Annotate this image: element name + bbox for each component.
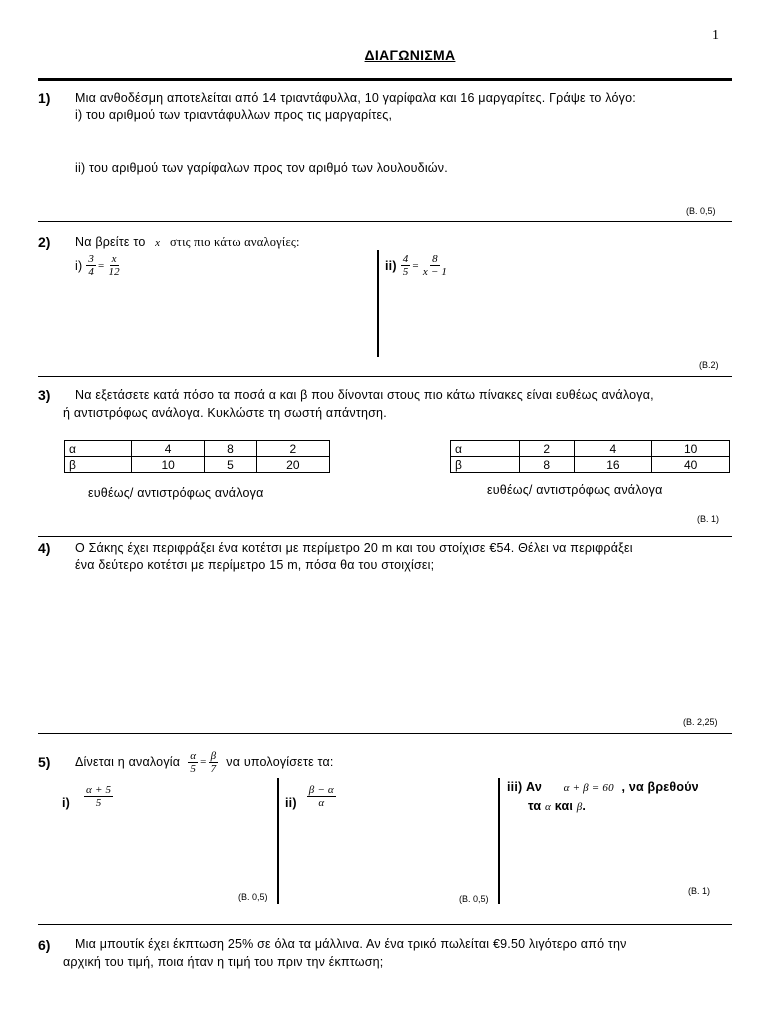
fraction [401,253,411,278]
marks-label: (Β. 2,25) [683,717,718,727]
proportion-i [75,253,122,278]
marks-label: (Β. 1) [697,514,720,524]
proportion-ii [385,253,449,278]
question-text [75,235,300,250]
question-text-after: να υπολογίσετε τα: [226,755,334,769]
column-divider [277,778,279,904]
subquestion-text-line2 [528,799,586,813]
marks-label: (Β. 0,5) [238,892,268,902]
table-cell: 5 [205,457,256,473]
denominator: 5 [95,796,102,809]
question-divider [38,924,732,925]
variable-alpha: α [545,801,551,813]
subquestion-text: , να βρεθούν [621,780,699,794]
equals-sign: = [412,259,419,272]
subquestion-label: iii) Αν [507,780,542,794]
fraction [106,253,121,278]
question-text-line2: ή αντιστρόφως ανάλογα. Κυκλώστε τη σωστή απάντηση. [63,406,387,420]
question-divider [38,376,732,377]
marks-label: (Β. 1) [688,886,711,896]
table-cell: 8 [205,441,256,457]
question-divider [38,221,732,222]
subquestion-i: i) του αριθμού των τριαντάφυλλων προς τις μαργαρίτες, [75,108,393,122]
subquestion-label: i) [62,796,71,810]
table-cell: 2 [256,441,329,457]
question-text: Να εξετάσετε κατά πόσο τα ποσά α και β που δίνονται στους πιο κάτω πίνακες είναι ευθέως ανάλογα, [75,388,654,402]
numerator: 3 [88,253,95,265]
table-row [451,457,730,473]
variable-x: x [155,237,161,249]
fraction [86,253,96,278]
question-number: 4) [38,540,51,556]
table-cell: 8 [520,457,575,473]
denominator: 7 [210,762,217,775]
text-and: και [554,799,573,813]
table-cell: 20 [256,457,329,473]
question-number: 6) [38,937,51,953]
data-table-2 [450,440,730,473]
question-number: 1) [38,90,51,106]
variable-beta: β [576,801,583,813]
numerator: β − α [308,783,334,796]
denominator: 12 [108,266,120,278]
text-period: . [582,799,587,813]
subquestion-label: i) [75,258,83,273]
table-cell: 10 [652,441,730,457]
subquestion-label: ii) [285,796,297,810]
denominator: x − 1 [422,266,448,278]
column-divider [377,250,379,357]
table-cell: 10 [132,457,205,473]
denominator: α [318,796,325,809]
question-text: Ο Σάκης έχει περιφράξει ένα κοτέτσι με περίμετρο 20 m και του στοίχισε €54. Θέλει να περιφράξει [75,541,633,555]
page-title: ΔΙΑΓΩΝΙΣΜΑ [364,47,456,63]
denominator: 5 [402,266,409,278]
expression-ii [285,782,336,810]
table-cell: 16 [574,457,652,473]
table-row [451,441,730,457]
table-cell: 4 [574,441,652,457]
fraction [421,253,449,278]
marks-label: (Β.2) [699,360,719,370]
question-text-line2: ένα δεύτερο κοτέτσι με περίμετρο 15 m, πόσα θα του στοιχίσει; [75,558,435,572]
table-row [65,457,330,473]
fraction [307,784,336,809]
question-text-after: στις πιο κάτω αναλογίες: [169,235,300,249]
fraction [84,784,113,809]
table-cell: α [451,441,520,457]
marks-label: (Β. 0,5) [686,206,716,216]
expression-i [62,782,113,810]
question-text-line2: αρχική του τιμή, ποια ήταν η τιμή του πριν την έκπτωση; [63,955,384,969]
table-cell: 2 [520,441,575,457]
denominator: 5 [190,762,197,775]
table-row [65,441,330,457]
table-cell: 4 [132,441,205,457]
text-the: τα [528,799,542,813]
subquestion-ii: ii) του αριθμού των γαρίφαλων προς τον αριθμό των λουλουδιών. [75,161,448,175]
numerator: β [210,749,217,762]
question-number: 3) [38,387,51,403]
answer-choice-1[interactable]: ευθέως/ αντιστρόφως ανάλογα [88,486,264,500]
page-number: 1 [712,28,719,43]
expression-iii [507,780,699,794]
subquestion-label: ii) [385,258,397,273]
table-cell: β [451,457,520,473]
table-cell: 40 [652,457,730,473]
column-divider [498,778,500,904]
numerator: 4 [402,253,409,265]
question-number: 2) [38,234,51,250]
question-text-before: Δίνεται η αναλογία [75,755,181,769]
denominator: 4 [88,266,95,278]
question-number: 5) [38,754,51,770]
numerator: x [111,253,117,265]
numerator: 8 [432,253,438,265]
numerator: α + 5 [86,783,112,796]
equation: α + β = 60 [563,782,614,794]
question-text-before: Να βρείτε το [75,235,146,249]
question-divider [38,733,732,734]
equals-sign: = [98,259,105,272]
question-divider [38,536,732,537]
data-table-1 [64,440,330,473]
answer-choice-2[interactable]: ευθέως/ αντιστρόφως ανάλογα [487,483,663,497]
table-cell: α [65,441,132,457]
marks-label: (Β. 0,5) [459,894,489,904]
question-text: Μια ανθοδέσμη αποτελείται από 14 τριαντάφυλλα, 10 γαρίφαλα και 16 μαργαρίτες. Γράψε το λόγο: [75,91,636,105]
question-text [75,747,334,777]
numerator: α [190,749,197,762]
question-text: Μια μπουτίκ έχει έκπτωση 25% σε όλα τα μάλλινα. Αν ένα τρικό πωλείται €9.50 λιγότερο από την [75,937,627,951]
fraction [188,750,198,775]
header-rule [38,78,732,81]
equals-sign: = [200,756,207,768]
table-cell: β [65,457,132,473]
fraction [209,750,219,775]
